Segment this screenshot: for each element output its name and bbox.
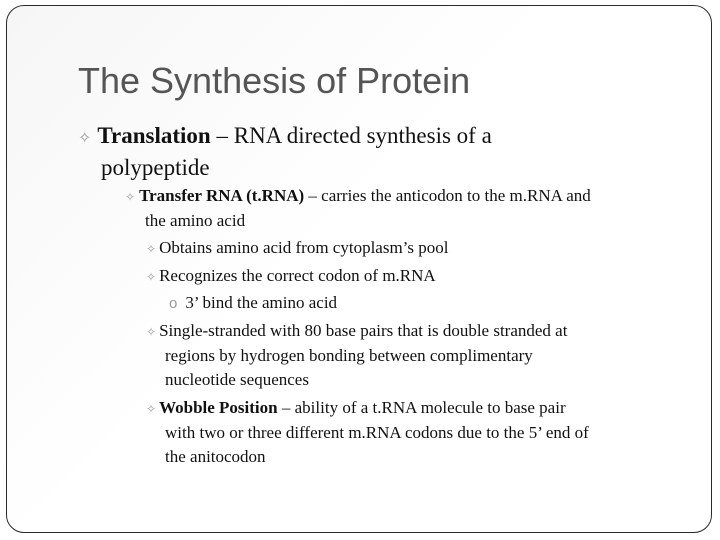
point-obtains-text: Obtains amino acid from cytoplasm’s pool: [159, 238, 449, 257]
bullet-icon: ✧: [146, 402, 157, 416]
point-recognizes-text: Recognizes the correct codon of m.RNA: [159, 266, 436, 285]
translation-definition-cont: polypeptide: [101, 155, 210, 180]
translation-definition: – RNA directed synthesis of a: [210, 123, 492, 148]
term-translation: Translation: [97, 123, 211, 148]
wobble-line3: the anitocodon: [165, 447, 266, 466]
term-trna: Transfer RNA (t.RNA): [139, 186, 305, 205]
slide-title: The Synthesis of Protein: [78, 60, 471, 101]
point-wobble: [146, 396, 686, 469]
sub-marker-icon: o: [169, 295, 178, 312]
point-single-line3: nucleotide sequences: [165, 370, 309, 389]
subpoint-bind-text: 3’ bind the amino acid: [185, 293, 338, 312]
bullet-trna: [125, 184, 685, 233]
wobble-definition: – ability of a t.RNA molecule to base pair: [277, 398, 566, 417]
trna-definition: – carries the anticodon to the m.RNA and: [304, 186, 591, 205]
bullet-translation: [78, 121, 598, 183]
bullet-icon: ✧: [125, 190, 136, 204]
point-recognizes: [146, 264, 686, 289]
subpoint-bind: [169, 291, 669, 316]
wobble-line2: with two or three different m.RNA codons due to the 5’ end of: [165, 423, 589, 442]
trna-definition-cont: the amino acid: [145, 211, 246, 230]
point-single-line2: regions by hydrogen bonding between complimentary: [165, 346, 533, 365]
bullet-icon: ✧: [146, 242, 157, 256]
point-single-stranded: [146, 319, 686, 392]
bullet-icon: ✧: [146, 270, 157, 284]
term-wobble: Wobble Position: [159, 398, 278, 417]
bullet-icon: ✧: [146, 325, 157, 339]
point-single-line1: Single-stranded with 80 base pairs that is double stranded at: [159, 321, 568, 340]
bullet-icon: ✧: [78, 128, 92, 147]
point-obtains: [146, 236, 686, 261]
